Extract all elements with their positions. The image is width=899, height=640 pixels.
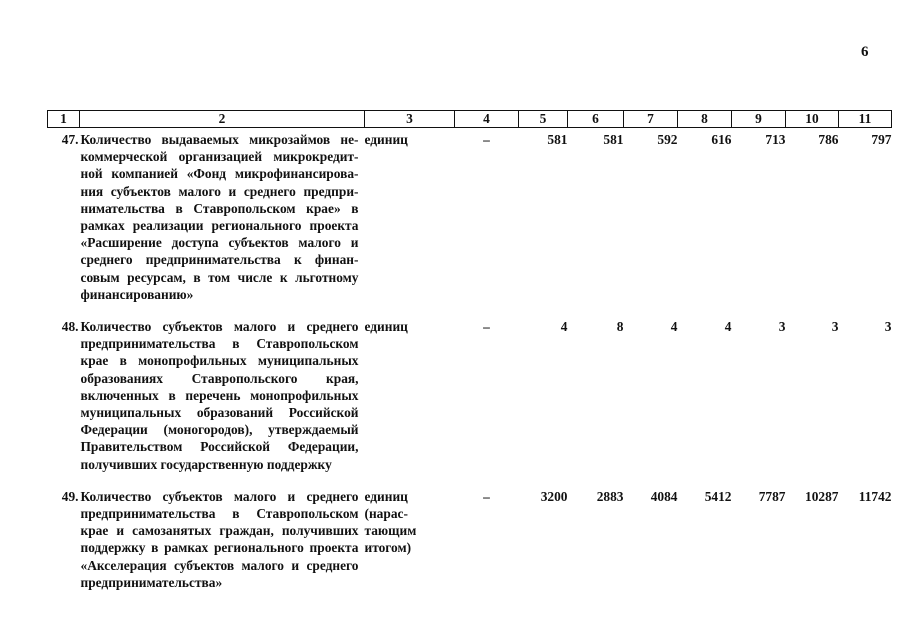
header-col-1: 1 xyxy=(48,111,80,127)
row-value: 581 xyxy=(603,132,624,147)
row-description xyxy=(48,485,365,591)
header-col-3: 3 xyxy=(365,111,455,128)
row-unit: единиц (нарастающим итогом) xyxy=(364,488,417,556)
header-col-9: 9 xyxy=(732,111,786,128)
row-value: 3 xyxy=(831,319,839,335)
row-value: 10287 xyxy=(805,488,839,504)
row-col4: – xyxy=(483,488,490,504)
indicators-table xyxy=(47,110,892,591)
table-row xyxy=(48,128,892,304)
header-col-8: 8 xyxy=(678,111,732,128)
row-value: 3 xyxy=(884,319,892,335)
row-value: 5412 xyxy=(704,488,732,504)
row-value: 2883 xyxy=(596,488,624,504)
row-value: 4 xyxy=(560,319,568,335)
table-row xyxy=(48,315,892,473)
row-text: Количество выдаваемых микрозаймов некоммерческой организацией микрокредитной компанией «Фонд микрофинансирования субъектов малого и среднего предпринимательства в Ставропольском крае» в рамках реализации регионального проекта «Расширение доступа субъектов малого и среднего предпринимательства к финансовым ресурсам, в том числе к льготному финансированию» xyxy=(80,132,359,302)
row-number: 47. xyxy=(61,132,79,147)
row-value: 786 xyxy=(818,132,839,147)
row-text: Количество субъектов малого и среднего предпринимательства в Ставропольском крае в монопрофильных муниципальных образованиях Ставропольского края, включенных в перечень монопрофильных муниципальных образований Российской Федерации (моногородов), утверждаемый Правительством Российской Федерации, получивших государственную поддержку xyxy=(80,319,359,472)
row-col4: – xyxy=(483,132,490,147)
header-col-10: 10 xyxy=(786,111,839,128)
row-value: 616 xyxy=(711,132,732,147)
row-number: 48. xyxy=(61,319,79,335)
header-col-2: 2 xyxy=(218,111,226,126)
row-value: 3 xyxy=(778,319,786,335)
row-unit: единиц xyxy=(364,319,408,335)
row-value: 592 xyxy=(657,132,678,147)
row-col4: – xyxy=(483,319,490,335)
header-cell xyxy=(48,111,365,128)
header-col-5: 5 xyxy=(519,111,568,128)
row-value: 7787 xyxy=(758,488,786,504)
row-description xyxy=(48,315,365,473)
row-spacer xyxy=(48,473,892,485)
row-value: 4 xyxy=(724,319,732,335)
row-unit: единиц xyxy=(364,132,408,147)
row-number: 49. xyxy=(61,488,79,504)
header-col-4: 4 xyxy=(455,111,519,128)
row-spacer xyxy=(48,303,892,315)
row-value: 4 xyxy=(670,319,678,335)
header-col-6: 6 xyxy=(568,111,624,128)
table-row xyxy=(48,485,892,591)
row-value: 713 xyxy=(765,132,786,147)
row-value: 4084 xyxy=(650,488,678,504)
page-number: 6 xyxy=(861,44,869,60)
row-text: Количество субъектов малого и среднего предпринимательства в Ставропольском крае и самозанятых граждан, получивших поддержку в рамках регионального проекта «Акселерация субъектов малого и среднего предпринимательства» xyxy=(80,488,359,590)
row-description xyxy=(48,128,365,303)
row-value: 581 xyxy=(547,132,568,147)
row-value: 11742 xyxy=(858,488,892,504)
header-col-7: 7 xyxy=(624,111,678,128)
row-value: 3200 xyxy=(540,488,568,504)
row-value: 797 xyxy=(871,132,892,147)
header-col-11: 11 xyxy=(839,111,892,128)
header-row xyxy=(48,111,892,128)
row-value: 8 xyxy=(616,319,624,335)
